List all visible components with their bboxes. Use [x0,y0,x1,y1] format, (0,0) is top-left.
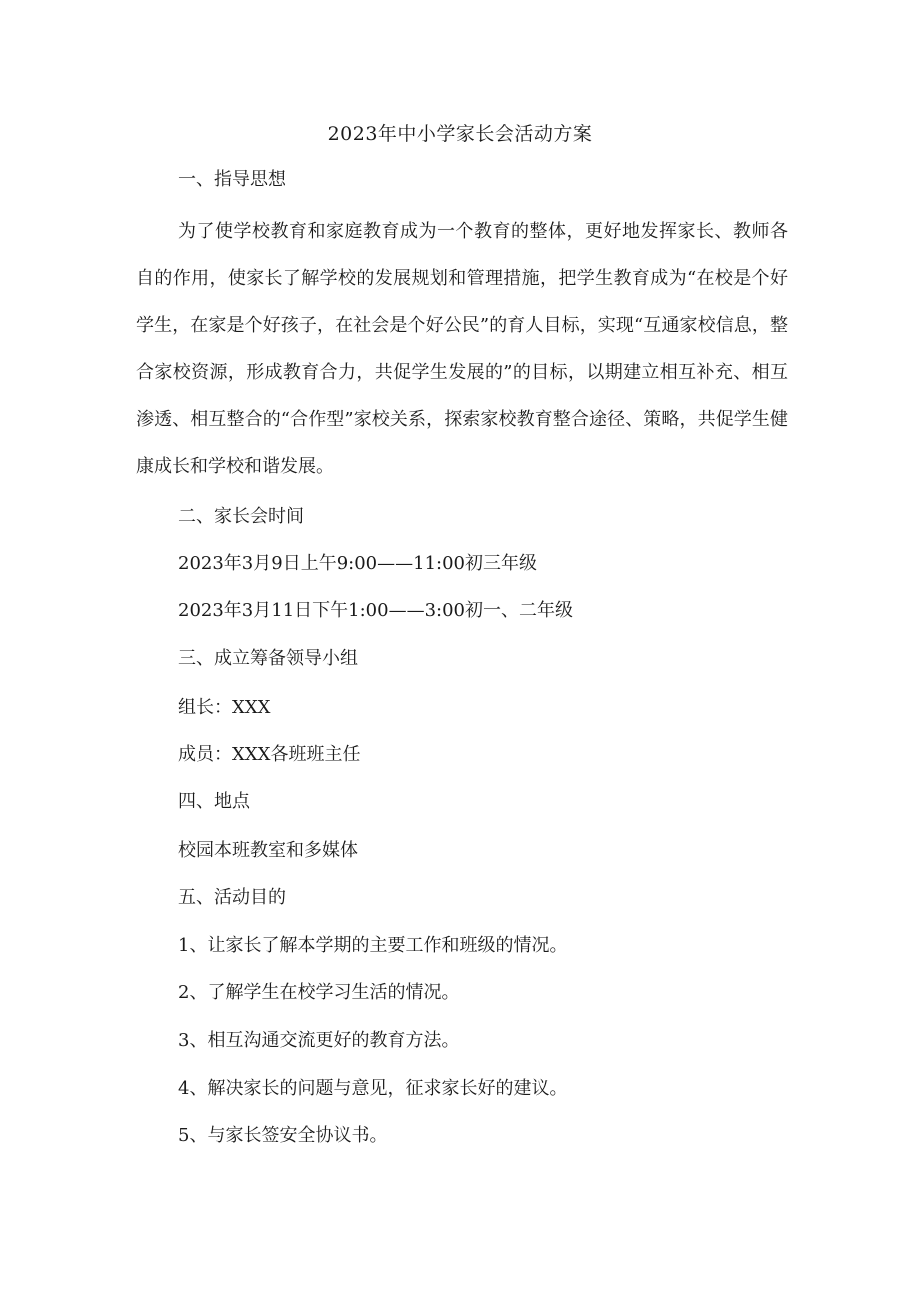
section-heading-time: 二、家长会时间 [178,506,304,527]
location-text: 校园本班教室和多媒体 [178,840,358,861]
purpose-item: 3、相互沟通交流更好的教育方法。 [178,1030,460,1051]
purpose-item: 1、让家长了解本学期的主要工作和班级的情况。 [178,935,568,956]
purpose-item: 2、了解学生在校学习生活的情况。 [178,982,460,1003]
time-line-1: 2023年3月9日上午9:00——11:00初三年级 [178,553,538,574]
section-heading-purpose: 五、活动目的 [178,887,286,908]
document-title: 2023年中小学家长会活动方案 [327,123,593,145]
section-heading-group: 三、成立筹备领导小组 [178,648,358,669]
section-heading-location: 四、地点 [178,791,250,812]
purpose-item: 4、解决家长的问题与意见，征求家长好的建议。 [178,1078,568,1099]
purpose-item: 5、与家长签安全协议书。 [178,1125,388,1146]
guiding-paragraph: 为了使学校教育和家庭教育成为一个教育的整体，更好地发挥家长、教师各自的作用，使家长了解学校的发展规划和管理措施，把学生教育成为“在校是个好学生，在家是个好孩子，在社会是个好公民”的育人目标，实现“互通家校信息，整合家校资源，形成教育合力，共促学生发展的”的目标，以期建立相互补充、相互渗透、相互整合的“合作型”家校关系，探索家校教育整合途径、策略，共促学生健康成长和学校和谐发展。 [136,221,788,477]
section-heading-guiding: 一、指导思想 [178,169,286,190]
group-leader: 组长：XXX [178,697,271,718]
group-members: 成员：XXX各班班主任 [178,744,361,765]
time-line-2: 2023年3月11日下午1:00——3:00初一、二年级 [178,600,574,621]
